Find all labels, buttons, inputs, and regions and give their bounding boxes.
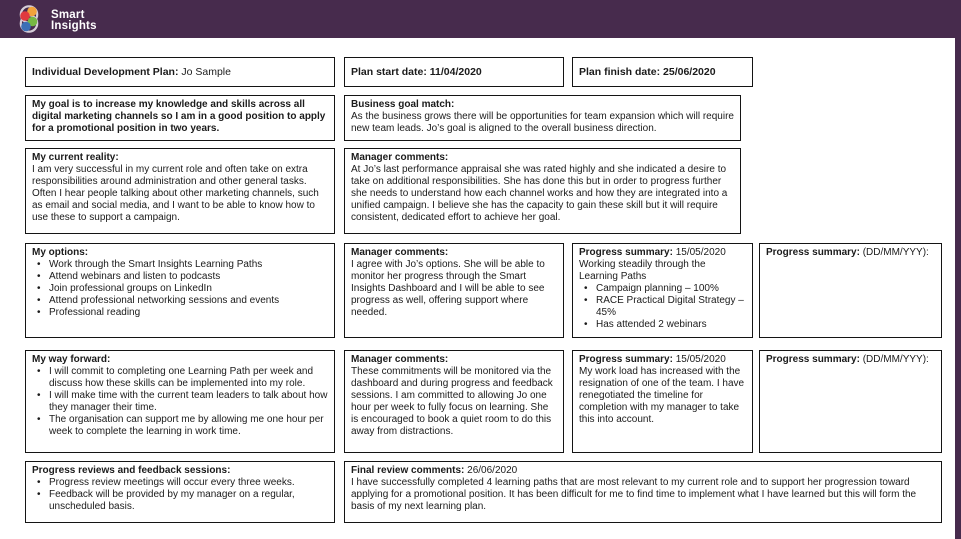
brand-name-line2: Insights [51, 20, 97, 32]
progress-summary-heading [766, 354, 935, 366]
bullet-text: • Has attended 2 webinars [596, 319, 707, 330]
manager-comments-label: Manager comments: [351, 152, 449, 163]
bullet-text: • Attend webinars and listen to podcasts [49, 271, 221, 282]
bullet-text: • Work through the Smart Insights Learning Paths [49, 259, 263, 270]
list-item [32, 414, 328, 438]
final-review-date: 26/06/2020 [467, 465, 518, 476]
my-goal-box [25, 95, 335, 141]
list-item [32, 283, 328, 295]
progress-summary-empty-box-2 [759, 350, 942, 453]
my-current-reality-label: My current reality: [32, 152, 119, 163]
progress-summary-text: My work load has increased with the resignation of one of the team. I have renegotiated the timeline for completion with my manager to take this into account. [579, 366, 745, 425]
list-item [579, 295, 746, 319]
bullet-text: • I will make time with the current team leaders to talk about how they manager their time. [49, 390, 328, 413]
final-review-heading [351, 465, 935, 477]
progress-summary-empty-box-1 [759, 243, 942, 338]
list-item [32, 295, 328, 307]
plan-start-date-label: Plan start date: [351, 66, 427, 78]
final-review-label: Final review comments: [351, 465, 465, 476]
manager-comments-text: I agree with Jo’s options. She will be able to monitor her progress through the Smart Insights Dashboard and I will be able to see progress as well, offering support where needed. [351, 259, 545, 318]
final-review-text: I have successfully completed 4 learning paths that are most relevant to my current role and to support her progression toward applying for a promotional position. It has been difficult for me to find time to implement what I have learned but this will form the basis of my next learning plan. [351, 477, 917, 512]
my-goal-text: My goal is to increase my knowledge and skills across all digital marketing channels so I am in a good position to apply for a promotional position in two years. [32, 99, 326, 134]
my-current-reality-box [25, 148, 335, 234]
brand-name-line1: Smart [51, 8, 85, 21]
bullet-text: • RACE Practical Digital Strategy – 45% [596, 295, 744, 318]
list-item [32, 477, 328, 489]
list-item [579, 283, 746, 295]
my-options-label: My options: [32, 247, 89, 258]
plan-start-date-value: 11/04/2020 [429, 66, 482, 78]
smart-insights-logo-icon [13, 3, 45, 39]
bullet-text: • Progress review meetings will occur every three weeks. [49, 477, 295, 488]
progress-summary-placeholder: (DD/MM/YYY): [862, 354, 929, 365]
list-item [32, 271, 328, 283]
right-accent-strip [955, 0, 961, 539]
bullet-text: • Campaign planning – 100% [596, 283, 719, 294]
business-goal-match-box [344, 95, 741, 141]
progress-summary-label: Progress summary: [766, 354, 860, 365]
my-way-forward-list [32, 366, 328, 438]
list-item [32, 489, 328, 513]
bullet-text: • Join professional groups on LinkedIn [49, 283, 212, 294]
idp-title-text [32, 66, 231, 78]
manager-comments-label: Manager comments: [351, 247, 449, 258]
progress-reviews-list [32, 477, 328, 513]
progress-summary-label: Progress summary: [579, 247, 673, 258]
my-current-reality-text: I am very successful in my current role and often take on extra responsibilities around administration and other general tasks. Often I hear people talking about other marketing channels, such as email and social media, and I want to be able to know how to use these to support a campaign. [32, 164, 319, 223]
progress-reviews-label: Progress reviews and feedback sessions: [32, 465, 231, 476]
bullet-text: • Feedback will be provided by my manager on a regular, unscheduled basis. [49, 489, 295, 512]
business-goal-match-label: Business goal match: [351, 99, 455, 110]
progress-summary-heading [766, 247, 935, 259]
plan-finish-date-box [572, 57, 753, 87]
my-way-forward-box [25, 350, 335, 453]
list-item [579, 319, 746, 331]
plan-finish-date-label: Plan finish date: [579, 66, 661, 78]
brand-name [51, 10, 97, 33]
progress-summary-way-forward-box [572, 350, 753, 453]
my-way-forward-label: My way forward: [32, 354, 111, 365]
progress-summary-label: Progress summary: [766, 247, 860, 258]
idp-title-box [25, 57, 335, 87]
progress-summary-date: 15/05/2020 [675, 354, 726, 365]
progress-summary-heading [579, 247, 746, 259]
idp-title-label: Individual Development Plan: [32, 66, 179, 78]
progress-summary-heading [579, 354, 746, 366]
manager-comments-options-box [344, 243, 564, 338]
manager-comments-reality-box [344, 148, 741, 234]
progress-reviews-box [25, 461, 335, 523]
plan-start-date-box [344, 57, 564, 87]
manager-comments-way-forward-box [344, 350, 564, 453]
idp-title-value: Jo Sample [181, 66, 231, 78]
bullet-text: • Attend professional networking sessions and events [49, 295, 280, 306]
plan-finish-date-value: 25/06/2020 [663, 66, 716, 78]
plan-start-date-text [351, 66, 482, 78]
progress-summary-label: Progress summary: [579, 354, 673, 365]
my-options-box [25, 243, 335, 338]
manager-comments-label: Manager comments: [351, 354, 449, 365]
progress-summary-list [579, 283, 746, 331]
list-item [32, 366, 328, 390]
progress-summary-text: Working steadily through the Learning Paths [579, 259, 706, 282]
manager-comments-text: These commitments will be monitored via the dashboard and during progress and feedback sessions. I am committed to allowing Jo one hour per week to fully focus on learning. She is encouraged to book a quiet room to do this away from distractions. [351, 366, 553, 437]
bullet-text: • Professional reading [49, 307, 141, 318]
list-item [32, 259, 328, 271]
progress-summary-date: 15/05/2020 [675, 247, 726, 258]
final-review-comments-box [344, 461, 942, 523]
plan-finish-date-text [579, 66, 716, 78]
bullet-text: • The organisation can support me by allowing me one hour per week to complete the learning in work time. [49, 414, 324, 437]
list-item [32, 307, 328, 319]
progress-summary-placeholder: (DD/MM/YYY): [862, 247, 929, 258]
my-options-list [32, 259, 328, 319]
brand [13, 3, 97, 39]
list-item [32, 390, 328, 414]
manager-comments-text: At Jo’s last performance appraisal she was rated highly and she indicated a desire to take on additional responsibilities. She has done this but in order to progress further she needs to understand how each channel works and how they are integrated into a unified campaign. I believe she has the capacity to gain these skill but it will require consistent, dedicated effort to achieve her goal. [351, 164, 728, 223]
business-goal-match-text: As the business grows there will be opportunities for team expansion which will require new team leads. Jo’s goal is aligned to the overall business direction. [351, 111, 734, 134]
bullet-text: • I will commit to completing one Learning Path per week and discuss how these skills can be implemented into my role. [49, 366, 314, 389]
progress-summary-options-box [572, 243, 753, 338]
header-bar [0, 0, 961, 38]
